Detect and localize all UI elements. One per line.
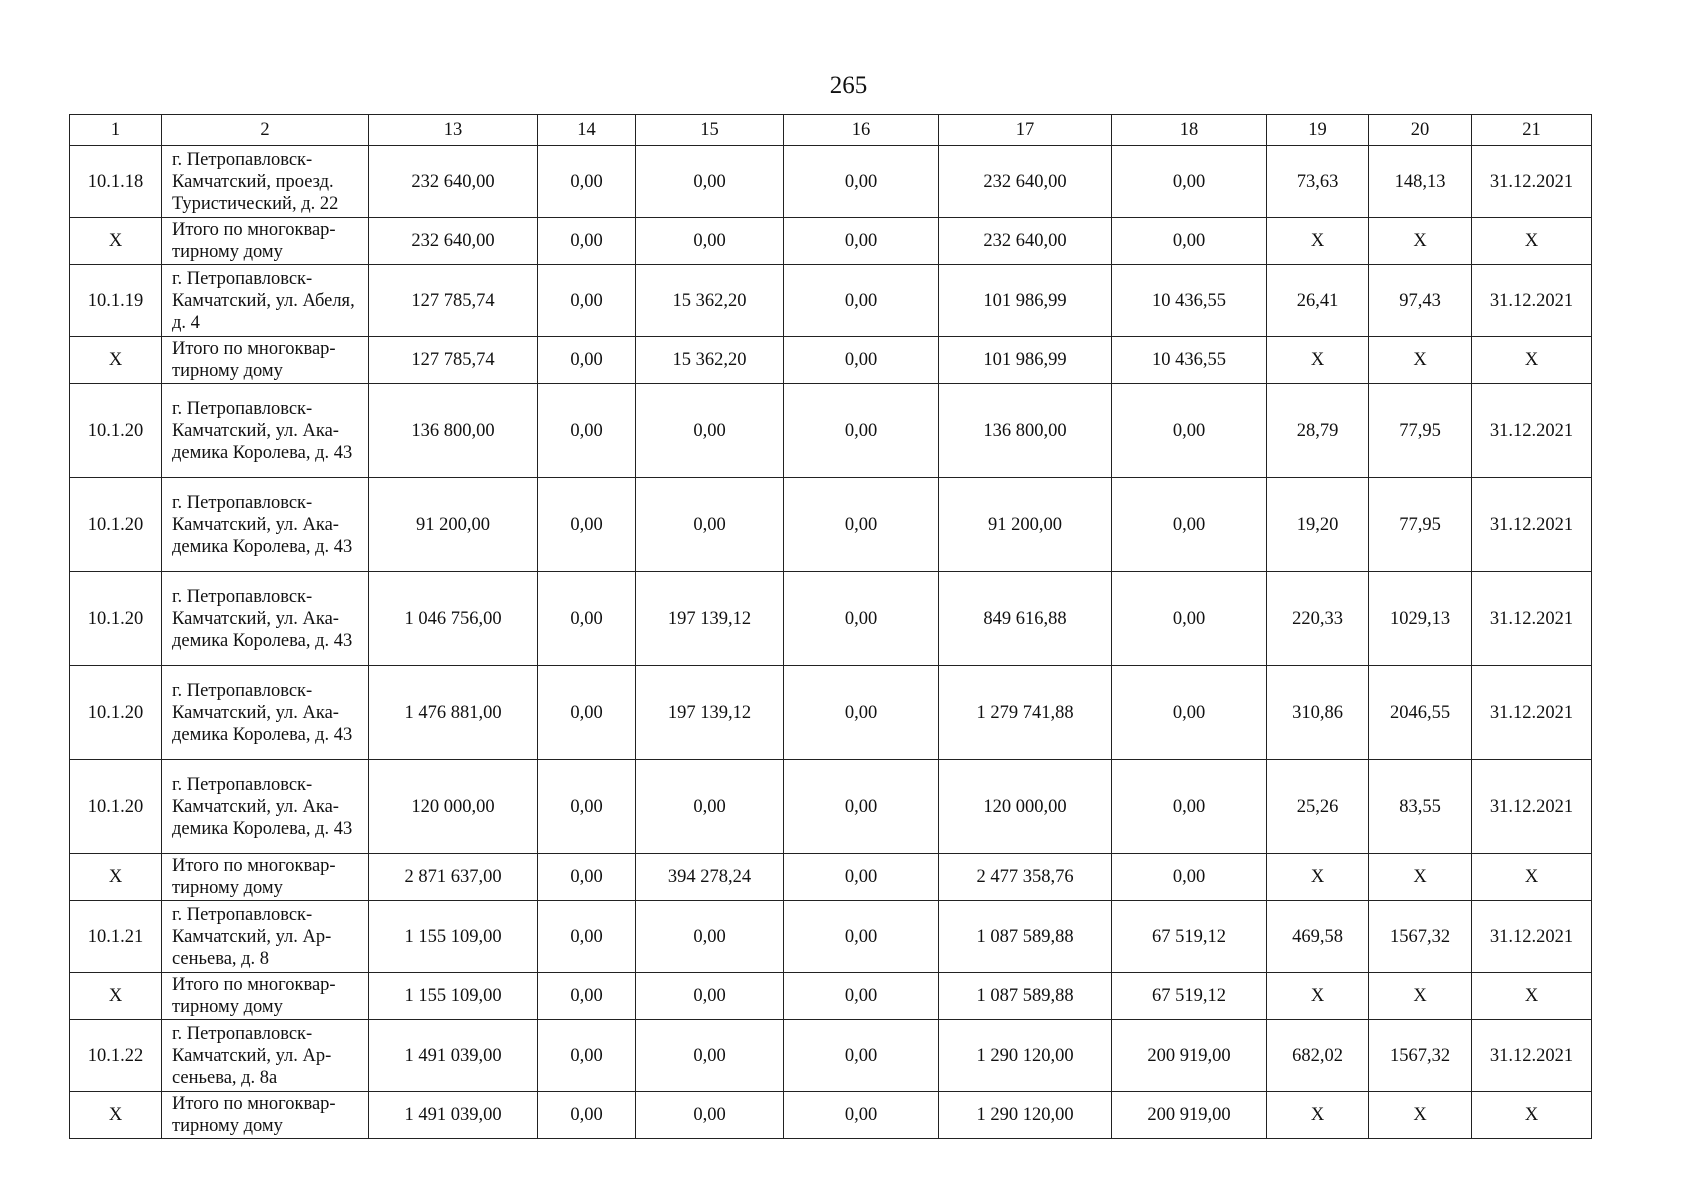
value-col-17-cell: 1 290 120,00 xyxy=(939,1092,1112,1139)
value-col-14-cell: 0,00 xyxy=(538,572,636,666)
col-header: 13 xyxy=(369,115,538,146)
table-row xyxy=(70,1092,1592,1139)
deadline-date-cell: Х xyxy=(1472,1092,1592,1139)
value-col-13-cell: 1 491 039,00 xyxy=(369,1092,538,1139)
value-col-15-cell: 0,00 xyxy=(636,760,784,854)
data-table xyxy=(69,114,1592,1139)
value-col-19-cell: 25,26 xyxy=(1267,760,1369,854)
value-col-19-cell: 28,79 xyxy=(1267,384,1369,478)
value-col-18-cell: 200 919,00 xyxy=(1112,1020,1267,1092)
deadline-date-cell: 31.12.2021 xyxy=(1472,572,1592,666)
value-col-16-cell: 0,00 xyxy=(784,666,939,760)
col-header: 16 xyxy=(784,115,939,146)
value-col-13-cell: 127 785,74 xyxy=(369,337,538,384)
address-cell: г. Петропавловск-Камчатский, ул. Ака-демика Королева, д. 43 xyxy=(162,478,369,572)
value-col-18-cell: 67 519,12 xyxy=(1112,973,1267,1020)
value-col-20-cell: Х xyxy=(1369,854,1472,901)
value-col-20-cell: Х xyxy=(1369,218,1472,265)
value-col-15-cell: 0,00 xyxy=(636,901,784,973)
value-col-19-cell: Х xyxy=(1267,973,1369,1020)
value-col-13-cell: 1 491 039,00 xyxy=(369,1020,538,1092)
col-header: 18 xyxy=(1112,115,1267,146)
item-number-cell: 10.1.18 xyxy=(70,146,162,218)
value-col-19-cell: 26,41 xyxy=(1267,265,1369,337)
value-col-14-cell: 0,00 xyxy=(538,760,636,854)
value-col-19-cell: Х xyxy=(1267,1092,1369,1139)
value-col-17-cell: 120 000,00 xyxy=(939,760,1112,854)
value-col-18-cell: 0,00 xyxy=(1112,384,1267,478)
deadline-date-cell: Х xyxy=(1472,854,1592,901)
deadline-date-cell: 31.12.2021 xyxy=(1472,1020,1592,1092)
col-header: 14 xyxy=(538,115,636,146)
value-col-17-cell: 2 477 358,76 xyxy=(939,854,1112,901)
value-col-14-cell: 0,00 xyxy=(538,854,636,901)
col-header: 21 xyxy=(1472,115,1592,146)
value-col-20-cell: 1567,32 xyxy=(1369,1020,1472,1092)
value-col-16-cell: 0,00 xyxy=(784,1020,939,1092)
value-col-15-cell: 197 139,12 xyxy=(636,666,784,760)
value-col-13-cell: 127 785,74 xyxy=(369,265,538,337)
value-col-17-cell: 1 279 741,88 xyxy=(939,666,1112,760)
col-header: 17 xyxy=(939,115,1112,146)
value-col-16-cell: 0,00 xyxy=(784,337,939,384)
value-col-17-cell: 91 200,00 xyxy=(939,478,1112,572)
value-col-15-cell: 0,00 xyxy=(636,478,784,572)
address-cell: г. Петропавловск-Камчатский, ул. Ака-демика Королева, д. 43 xyxy=(162,572,369,666)
table-row xyxy=(70,337,1592,384)
value-col-14-cell: 0,00 xyxy=(538,265,636,337)
address-cell: г. Петропавловск-Камчатский, ул. Ака-демика Королева, д. 43 xyxy=(162,760,369,854)
value-col-20-cell: 77,95 xyxy=(1369,384,1472,478)
deadline-date-cell: 31.12.2021 xyxy=(1472,760,1592,854)
value-col-14-cell: 0,00 xyxy=(538,146,636,218)
table-row xyxy=(70,218,1592,265)
table-row xyxy=(70,1020,1592,1092)
col-header: 2 xyxy=(162,115,369,146)
value-col-16-cell: 0,00 xyxy=(784,478,939,572)
value-col-15-cell: 0,00 xyxy=(636,1020,784,1092)
deadline-date-cell: Х xyxy=(1472,973,1592,1020)
value-col-18-cell: 0,00 xyxy=(1112,146,1267,218)
item-number-cell: Х xyxy=(70,854,162,901)
address-cell: Итого по многоквар-тирному дому xyxy=(162,218,369,265)
value-col-20-cell: Х xyxy=(1369,337,1472,384)
item-number-cell: Х xyxy=(70,1092,162,1139)
value-col-16-cell: 0,00 xyxy=(784,1092,939,1139)
value-col-19-cell: 73,63 xyxy=(1267,146,1369,218)
deadline-date-cell: 31.12.2021 xyxy=(1472,901,1592,973)
value-col-20-cell: Х xyxy=(1369,1092,1472,1139)
value-col-13-cell: 2 871 637,00 xyxy=(369,854,538,901)
item-number-cell: 10.1.20 xyxy=(70,572,162,666)
address-cell: Итого по многоквар-тирному дому xyxy=(162,854,369,901)
table-row xyxy=(70,265,1592,337)
value-col-15-cell: 0,00 xyxy=(636,218,784,265)
value-col-18-cell: 0,00 xyxy=(1112,478,1267,572)
value-col-14-cell: 0,00 xyxy=(538,1020,636,1092)
value-col-15-cell: 0,00 xyxy=(636,146,784,218)
value-col-19-cell: 682,02 xyxy=(1267,1020,1369,1092)
table-row xyxy=(70,478,1592,572)
value-col-17-cell: 849 616,88 xyxy=(939,572,1112,666)
item-number-cell: 10.1.21 xyxy=(70,901,162,973)
address-cell: г. Петропавловск-Камчатский, ул. Абеля, д. 4 xyxy=(162,265,369,337)
value-col-15-cell: 0,00 xyxy=(636,973,784,1020)
value-col-15-cell: 197 139,12 xyxy=(636,572,784,666)
address-cell: Итого по многоквар-тирному дому xyxy=(162,1092,369,1139)
value-col-19-cell: 310,86 xyxy=(1267,666,1369,760)
value-col-20-cell: 83,55 xyxy=(1369,760,1472,854)
value-col-15-cell: 0,00 xyxy=(636,384,784,478)
value-col-16-cell: 0,00 xyxy=(784,218,939,265)
value-col-18-cell: 0,00 xyxy=(1112,218,1267,265)
value-col-17-cell: 101 986,99 xyxy=(939,265,1112,337)
value-col-17-cell: 1 087 589,88 xyxy=(939,901,1112,973)
deadline-date-cell: 31.12.2021 xyxy=(1472,265,1592,337)
col-header: 15 xyxy=(636,115,784,146)
value-col-15-cell: 394 278,24 xyxy=(636,854,784,901)
value-col-13-cell: 232 640,00 xyxy=(369,146,538,218)
value-col-16-cell: 0,00 xyxy=(784,760,939,854)
value-col-13-cell: 1 476 881,00 xyxy=(369,666,538,760)
value-col-16-cell: 0,00 xyxy=(784,572,939,666)
value-col-16-cell: 0,00 xyxy=(784,973,939,1020)
item-number-cell: Х xyxy=(70,337,162,384)
page-number: 265 xyxy=(829,72,868,99)
deadline-date-cell: 31.12.2021 xyxy=(1472,146,1592,218)
value-col-14-cell: 0,00 xyxy=(538,478,636,572)
value-col-17-cell: 101 986,99 xyxy=(939,337,1112,384)
item-number-cell: Х xyxy=(70,973,162,1020)
value-col-13-cell: 136 800,00 xyxy=(369,384,538,478)
address-cell: Итого по многоквар-тирному дому xyxy=(162,973,369,1020)
value-col-13-cell: 1 155 109,00 xyxy=(369,901,538,973)
table-row xyxy=(70,760,1592,854)
deadline-date-cell: 31.12.2021 xyxy=(1472,478,1592,572)
value-col-18-cell: 0,00 xyxy=(1112,572,1267,666)
value-col-14-cell: 0,00 xyxy=(538,384,636,478)
address-cell: Итого по многоквар-тирному дому xyxy=(162,337,369,384)
header-row xyxy=(70,115,1592,146)
address-cell: г. Петропавловск-Камчатский, проезд. Туристический, д. 22 xyxy=(162,146,369,218)
value-col-13-cell: 1 155 109,00 xyxy=(369,973,538,1020)
value-col-17-cell: 136 800,00 xyxy=(939,384,1112,478)
value-col-19-cell: 220,33 xyxy=(1267,572,1369,666)
item-number-cell: 10.1.20 xyxy=(70,384,162,478)
value-col-19-cell: 469,58 xyxy=(1267,901,1369,973)
value-col-18-cell: 200 919,00 xyxy=(1112,1092,1267,1139)
item-number-cell: 10.1.20 xyxy=(70,478,162,572)
value-col-20-cell: 97,43 xyxy=(1369,265,1472,337)
value-col-18-cell: 0,00 xyxy=(1112,854,1267,901)
value-col-16-cell: 0,00 xyxy=(784,384,939,478)
col-header: 1 xyxy=(70,115,162,146)
table-row xyxy=(70,384,1592,478)
item-number-cell: Х xyxy=(70,218,162,265)
value-col-20-cell: 1029,13 xyxy=(1369,572,1472,666)
value-col-15-cell: 0,00 xyxy=(636,1092,784,1139)
address-cell: г. Петропавловск-Камчатский, ул. Ака-демика Королева, д. 43 xyxy=(162,666,369,760)
value-col-17-cell: 1 087 589,88 xyxy=(939,973,1112,1020)
table-row xyxy=(70,146,1592,218)
value-col-20-cell: 148,13 xyxy=(1369,146,1472,218)
table-row xyxy=(70,901,1592,973)
table-row xyxy=(70,572,1592,666)
item-number-cell: 10.1.22 xyxy=(70,1020,162,1092)
value-col-19-cell: 19,20 xyxy=(1267,478,1369,572)
value-col-14-cell: 0,00 xyxy=(538,973,636,1020)
deadline-date-cell: 31.12.2021 xyxy=(1472,666,1592,760)
value-col-18-cell: 67 519,12 xyxy=(1112,901,1267,973)
value-col-18-cell: 0,00 xyxy=(1112,760,1267,854)
value-col-14-cell: 0,00 xyxy=(538,666,636,760)
value-col-13-cell: 232 640,00 xyxy=(369,218,538,265)
table-row xyxy=(70,973,1592,1020)
value-col-13-cell: 1 046 756,00 xyxy=(369,572,538,666)
value-col-13-cell: 120 000,00 xyxy=(369,760,538,854)
value-col-19-cell: Х xyxy=(1267,218,1369,265)
value-col-20-cell: 1567,32 xyxy=(1369,901,1472,973)
value-col-18-cell: 0,00 xyxy=(1112,666,1267,760)
value-col-14-cell: 0,00 xyxy=(538,218,636,265)
value-col-20-cell: Х xyxy=(1369,973,1472,1020)
col-header: 20 xyxy=(1369,115,1472,146)
value-col-15-cell: 15 362,20 xyxy=(636,265,784,337)
deadline-date-cell: 31.12.2021 xyxy=(1472,384,1592,478)
value-col-18-cell: 10 436,55 xyxy=(1112,265,1267,337)
value-col-13-cell: 91 200,00 xyxy=(369,478,538,572)
deadline-date-cell: Х xyxy=(1472,337,1592,384)
address-cell: г. Петропавловск-Камчатский, ул. Ар-сеньева, д. 8 xyxy=(162,901,369,973)
value-col-16-cell: 0,00 xyxy=(784,265,939,337)
value-col-17-cell: 232 640,00 xyxy=(939,218,1112,265)
value-col-16-cell: 0,00 xyxy=(784,854,939,901)
item-number-cell: 10.1.20 xyxy=(70,666,162,760)
table-row xyxy=(70,666,1592,760)
value-col-20-cell: 2046,55 xyxy=(1369,666,1472,760)
value-col-14-cell: 0,00 xyxy=(538,337,636,384)
value-col-20-cell: 77,95 xyxy=(1369,478,1472,572)
value-col-15-cell: 15 362,20 xyxy=(636,337,784,384)
item-number-cell: 10.1.20 xyxy=(70,760,162,854)
value-col-14-cell: 0,00 xyxy=(538,901,636,973)
value-col-18-cell: 10 436,55 xyxy=(1112,337,1267,384)
address-cell: г. Петропавловск-Камчатский, ул. Ака-демика Королева, д. 43 xyxy=(162,384,369,478)
value-col-17-cell: 232 640,00 xyxy=(939,146,1112,218)
deadline-date-cell: Х xyxy=(1472,218,1592,265)
item-number-cell: 10.1.19 xyxy=(70,265,162,337)
address-cell: г. Петропавловск-Камчатский, ул. Ар-сеньева, д. 8а xyxy=(162,1020,369,1092)
col-header: 19 xyxy=(1267,115,1369,146)
table-row xyxy=(70,854,1592,901)
value-col-14-cell: 0,00 xyxy=(538,1092,636,1139)
table-body xyxy=(70,146,1592,1139)
value-col-16-cell: 0,00 xyxy=(784,901,939,973)
value-col-19-cell: Х xyxy=(1267,854,1369,901)
value-col-16-cell: 0,00 xyxy=(784,146,939,218)
value-col-17-cell: 1 290 120,00 xyxy=(939,1020,1112,1092)
value-col-19-cell: Х xyxy=(1267,337,1369,384)
